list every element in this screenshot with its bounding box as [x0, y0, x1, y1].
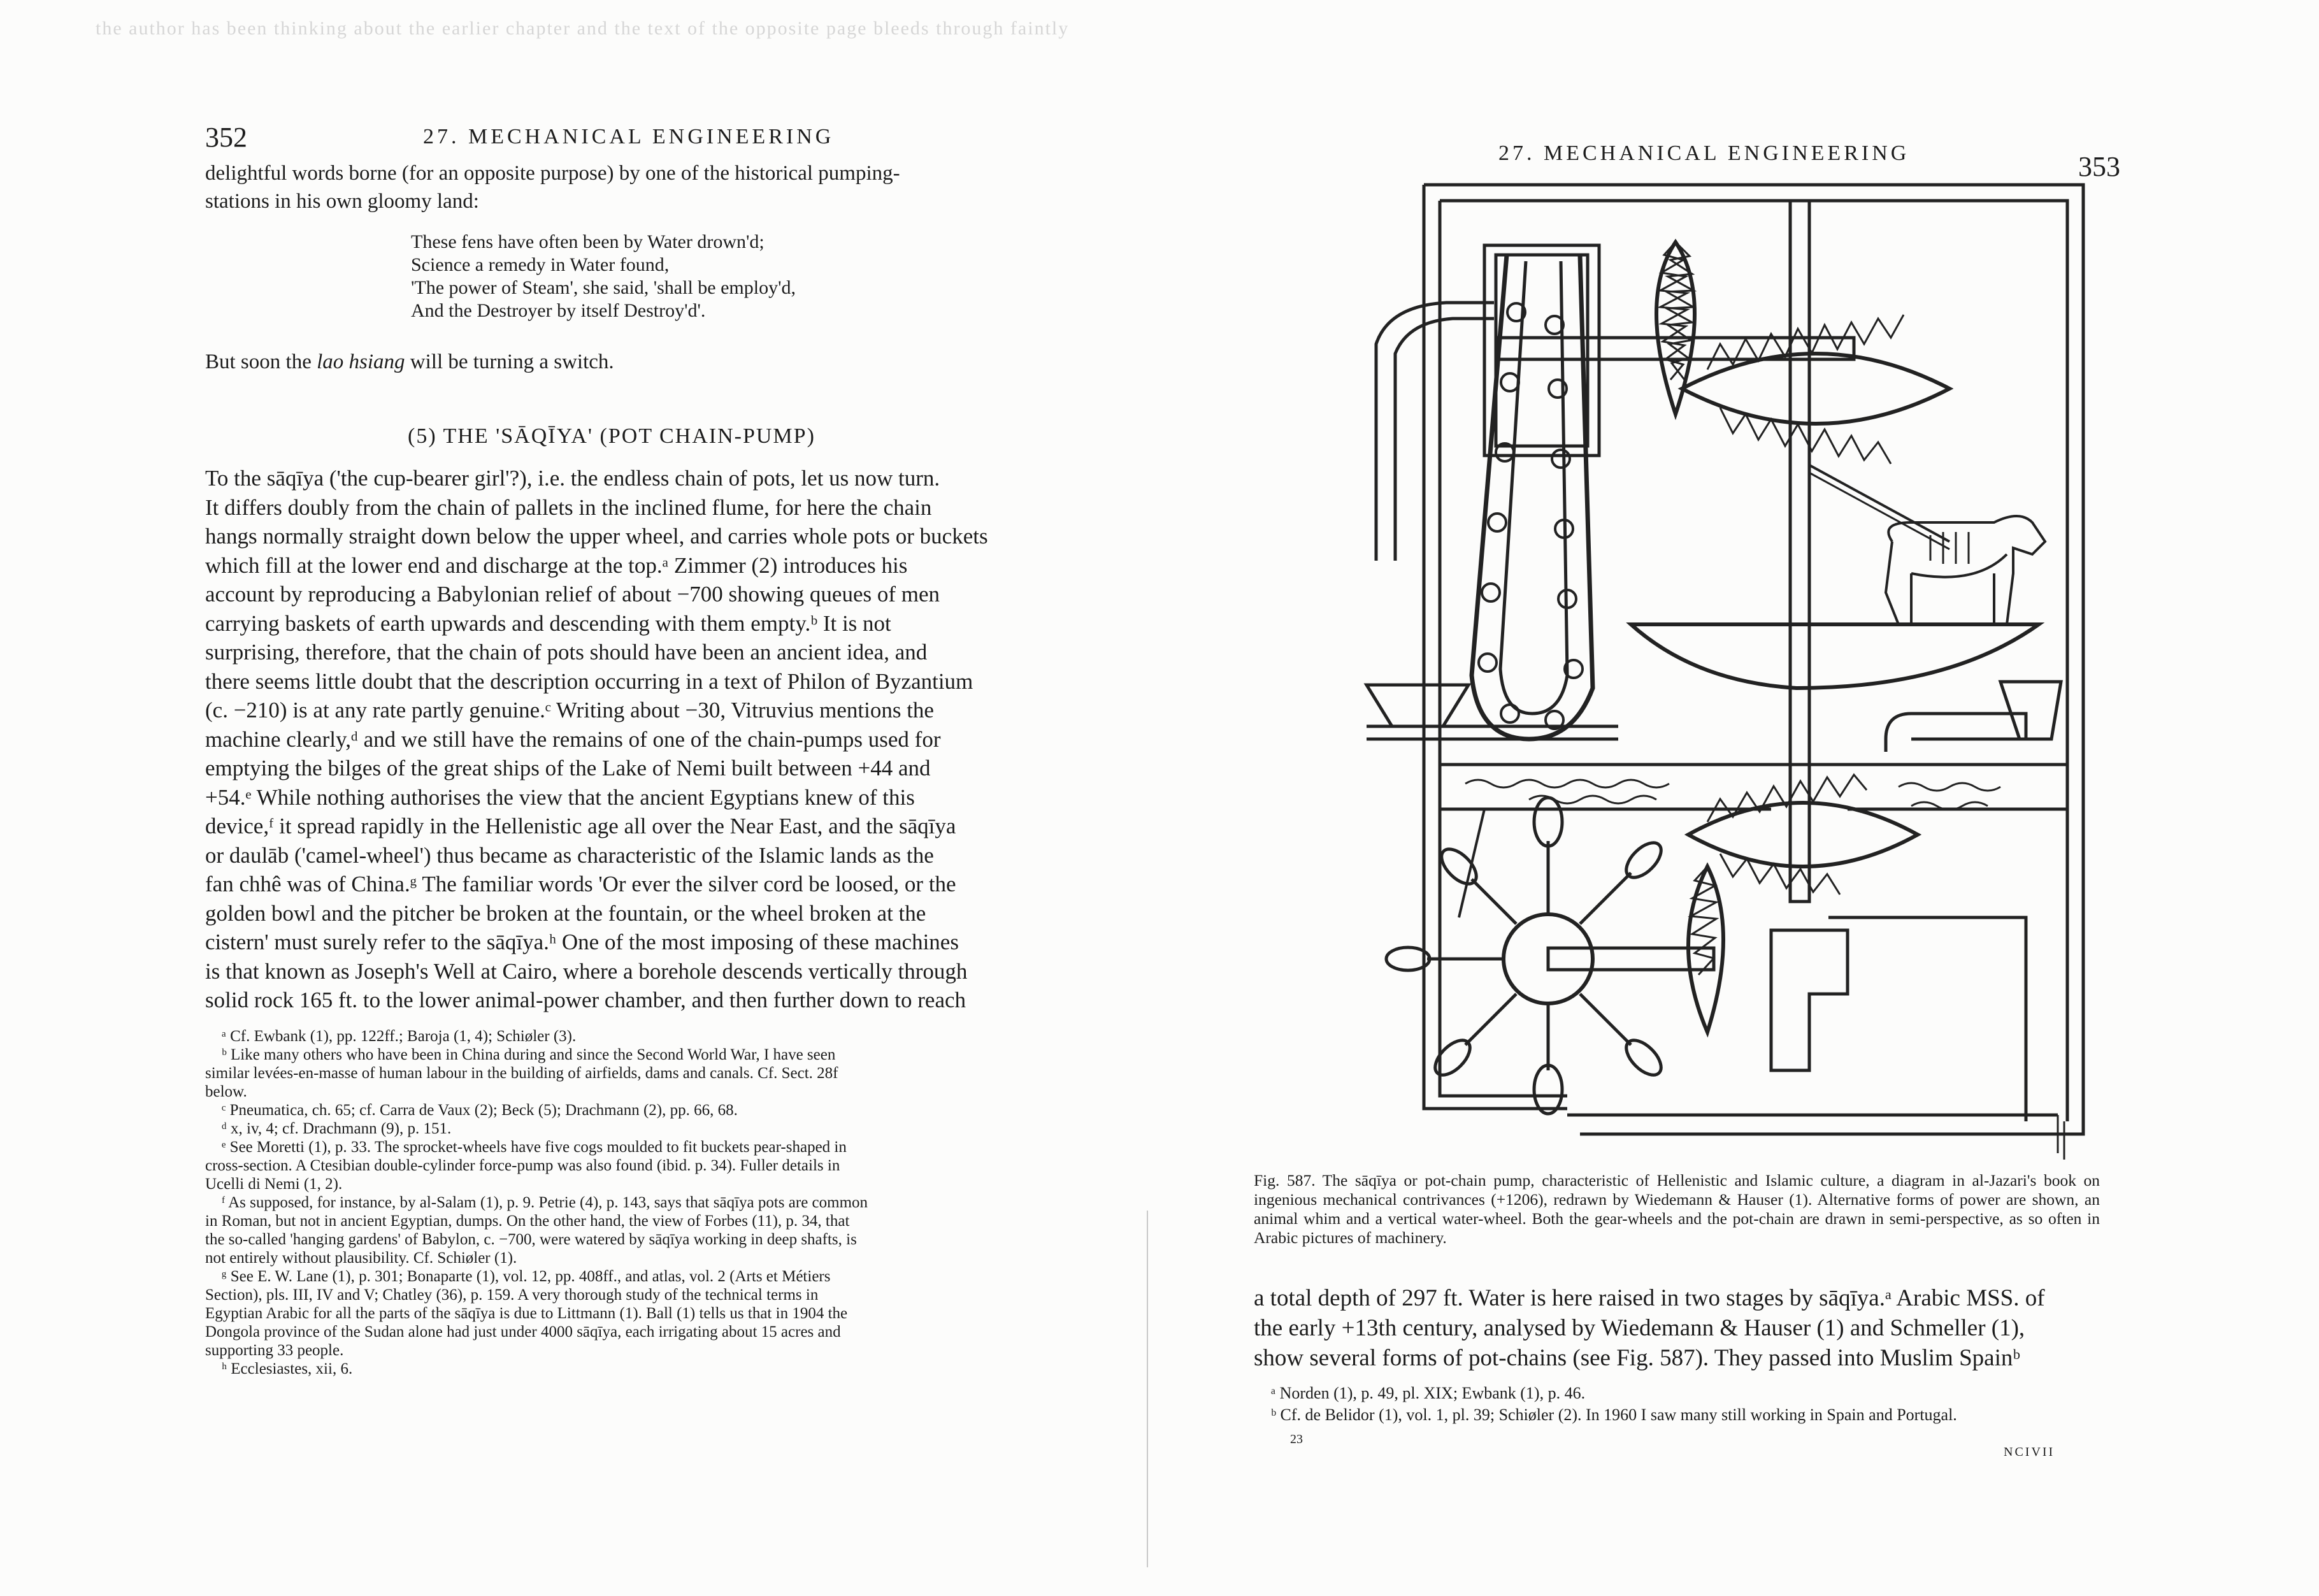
verse-quote	[411, 231, 796, 322]
footnote: the so-called 'hanging gardens' of Babylon, c. −700, were watered by sāqīya working in deep shafts, is	[205, 1231, 857, 1248]
body-line: surprising, therefore, that the chain of pots should have been an ancient idea, and	[205, 640, 928, 665]
footnotes-right	[1271, 1383, 2099, 1426]
body-line: or daulāb ('camel-wheel') thus became as characteristic of the Islamic lands as the	[205, 842, 934, 868]
signature-mark-left: 23	[1290, 1432, 1303, 1446]
right-spout	[1911, 714, 2026, 739]
body-line: fan chhê was of China.ᵍ The familiar words 'Or ever the silver cord be loosed, or the	[205, 872, 956, 896]
body-line: show several forms of pot-chains (see Fig. 587). They passed into Muslim Spainᵇ	[1254, 1345, 2020, 1371]
water-waves	[1465, 780, 2000, 810]
bleed-through-text: the author has been thinking about the earlier chapter and the text of the opposite page bleeds through faintly	[96, 18, 1070, 39]
verse-line: Science a remedy in Water found,	[411, 254, 670, 275]
saqiya-diagram	[1338, 178, 2128, 1166]
body-line: It differs doubly from the chain of pallets in the inclined flume, for here the chain	[205, 494, 932, 520]
gear-bottom-top-teeth	[1707, 775, 1867, 822]
pot-chain-loop	[1472, 255, 1593, 739]
footnote: Dongola province of the Sudan alone had just under 4000 sāqīya, each irrigating about 15 acres and	[205, 1323, 841, 1341]
footnote: not entirely without plausibility. Cf. Schiøler (1).	[205, 1249, 517, 1267]
body-line: the early +13th century, analysed by Wiedemann & Hauser (1) and Schmeller (1),	[1254, 1315, 2025, 1341]
body-line: cistern' must surely refer to the sāqīya.ʰ One of the most imposing of these machines	[205, 930, 959, 954]
body-line: solid rock 165 ft. to the lower animal-power chamber, and then further down to reach	[205, 988, 966, 1012]
footnote: ᵍ See E. W. Lane (1), p. 301; Bonaparte (1), vol. 12, pp. 408ff., and atlas, vol. 2 (Arts et Métiers	[222, 1268, 831, 1285]
body-line: there seems little doubt that the description occurring in a text of Philon of Byzantium	[205, 668, 973, 694]
section-title: (5) THE 'SĀQĪYA' (POT CHAIN-PUMP)	[408, 424, 815, 448]
footnote: in Roman, but not in ancient Egyptian, dumps. On the other hand, the view of Forbes (11), p. 34, that	[205, 1212, 850, 1230]
intro-line: stations in his own gloomy land:	[205, 190, 479, 213]
body-line: which fill at the lower end and discharge at the top.ᵃ Zimmer (2) introduces his	[205, 552, 908, 578]
vertical-gear-top	[1656, 242, 1695, 414]
footnote: Egyptian Arabic for all the parts of the sāqīya is due to Littmann (1). Ball (1) tells us that in 1904 the	[205, 1305, 848, 1322]
closing-text-a: But soon the	[205, 350, 317, 373]
footnote: ᵃ Cf. Ewbank (1), pp. 122ff.; Baroja (1, 4); Schiøler (3).	[222, 1028, 577, 1045]
body-line: carrying baskets of earth upwards and descending with them empty.ᵇ It is not	[205, 610, 891, 636]
body-line: To the sāqīya ('the cup-bearer girl'?), i.e. the endless chain of pots, let us now turn.	[205, 466, 940, 491]
footnotes-left	[205, 1027, 1052, 1378]
animal-whim	[1886, 516, 2045, 624]
body-line: hangs normally straight down below the upper wheel, and carries whole pots or buckets	[205, 524, 988, 549]
body-text-left	[205, 464, 1052, 1015]
verse-line: 'The power of Steam', she said, 'shall be employ'd,	[411, 277, 796, 298]
footnote: similar levées-en-masse of human labour in the building of airfields, dams and canals. Cf. Sect. 28f	[205, 1065, 838, 1082]
verse-line: These fens have often been by Water drown'd;	[411, 231, 765, 252]
body-line: machine clearly,ᵈ and we still have the remains of one of the chain-pumps used for	[205, 726, 941, 752]
body-line: device,ᶠ it spread rapidly in the Hellenistic age all over the Near East, and the sāqīya	[205, 814, 956, 838]
chain-pots	[1479, 303, 1583, 729]
pot-chain-inner	[1500, 261, 1567, 714]
body-line: emptying the bilges of the great ships of the Lake of Nemi built between +44 and	[205, 756, 931, 780]
gear-bottom-teeth	[1720, 408, 1891, 464]
page-number-right: 353	[2078, 151, 2120, 182]
footnote: ᵇ Like many others who have been in China during and since the Second World War, I have seen	[222, 1046, 836, 1063]
left-page	[0, 0, 1140, 1596]
right-trough	[2000, 682, 2061, 739]
footnote: cross-section. A Ctesibian double-cylinder force-pump was also found (ibid. p. 34). Fuller details in	[205, 1157, 840, 1174]
body-line: account by reproducing a Babylonian relief of about −700 showing queues of men	[205, 582, 940, 607]
left-trough	[1367, 685, 1468, 726]
running-header-left: 27. MECHANICAL ENGINEERING	[423, 125, 835, 148]
intake-pipe-inner	[1395, 319, 1494, 561]
page-number-left: 352	[205, 122, 247, 153]
closing-text-italic: lao hsiang	[317, 350, 405, 373]
signature-mark-right: NCIVII	[2004, 1445, 2055, 1459]
footnote: Ucelli di Nemi (1, 2).	[205, 1175, 343, 1193]
lower-block	[1771, 930, 1848, 1070]
running-header-right: 27. MECHANICAL ENGINEERING	[1498, 141, 1910, 165]
body-line: a total depth of 297 ft. Water is here raised in two stages by sāqīya.ᵃ Arabic MSS. of	[1254, 1285, 2045, 1311]
body-line: golden bowl and the pitcher be broken at the fountain, or the wheel broken at the	[205, 900, 926, 926]
footnote: ᶠ As supposed, for instance, by al-Salam (1), p. 9. Petrie (4), p. 143, says that sāqīya pots are common	[222, 1194, 868, 1211]
footnote: Section), pls. III, IV and V; Chatley (36), p. 159. A very thorough study of the technical terms in	[205, 1286, 819, 1304]
outflow-drips	[2058, 1115, 2064, 1160]
footnote: supporting 33 people.	[205, 1342, 344, 1359]
body-line: (c. −210) is at any rate partly genuine.ᶜ Writing about −30, Vitruvius mentions the	[205, 698, 934, 723]
footnote: ᵃ Norden (1), p. 49, pl. XIX; Ewbank (1), p. 46.	[1271, 1384, 1586, 1402]
whim-arm	[1809, 465, 1949, 542]
footnote: ᵈ x, iv, 4; cf. Drachmann (9), p. 151.	[222, 1120, 452, 1137]
body-line: +54.ᵉ While nothing authorises the view that the ancient Egyptians knew of this	[205, 784, 915, 810]
footnote: ᵉ See Moretti (1), p. 33. The sprocket-wheels have five cogs moulded to fit buckets pear-shaped in	[222, 1139, 847, 1156]
footnote: ᵇ Cf. de Belidor (1), vol. 1, pl. 39; Schiøler (2). In 1960 I saw many still working in Spain and Portugal.	[1271, 1405, 1957, 1424]
verse-line: And the Destroyer by itself Destroy'd'.	[411, 300, 706, 321]
whim-arm-2	[1809, 473, 1949, 549]
footnote: ʰ Ecclesiastes, xii, 6.	[222, 1360, 353, 1377]
animal-ribs	[1930, 532, 1969, 564]
intro-line: delightful words borne (for an opposite purpose) by one of the historical pumping-	[205, 162, 900, 185]
right-pipe	[1886, 714, 1911, 752]
closing-sentence	[205, 350, 614, 374]
footnote: ᶜ Pneumatica, ch. 65; cf. Carra de Vaux (2); Beck (5); Drachmann (2), pp. 66, 68.	[222, 1102, 738, 1119]
platform-bowl	[1631, 624, 2039, 688]
figure-caption: Fig. 587. The sāqīya or pot-chain pump, characteristic of Hellenistic and Islamic culture, a diagram in al-Jazari's book on ingenious mechanical contrivances (+1206), redrawn by Wiedemann & Hauser (1). Alternative forms of power are shown, an animal whim and a vertical water-wheel. Both the gear-wheels and the pot-chain are drawn in semi-perspective, as so often in Arabic pictures of machinery.	[1254, 1171, 2100, 1247]
gear-bottom-low-teeth	[1720, 854, 1840, 895]
body-line: is that known as Joseph's Well at Cairo, where a borehole descends vertically through	[205, 958, 968, 984]
intro-lines	[205, 159, 1051, 215]
page-gutter	[1147, 1211, 1148, 1567]
footnote: below.	[205, 1083, 247, 1100]
body-text-right	[1254, 1283, 2101, 1373]
water-wheel-scoops	[1386, 798, 1667, 1114]
chain-housing-inner	[1496, 255, 1588, 446]
lower-channel	[1828, 917, 2026, 1121]
closing-text-c: will be turning a switch.	[405, 350, 614, 373]
